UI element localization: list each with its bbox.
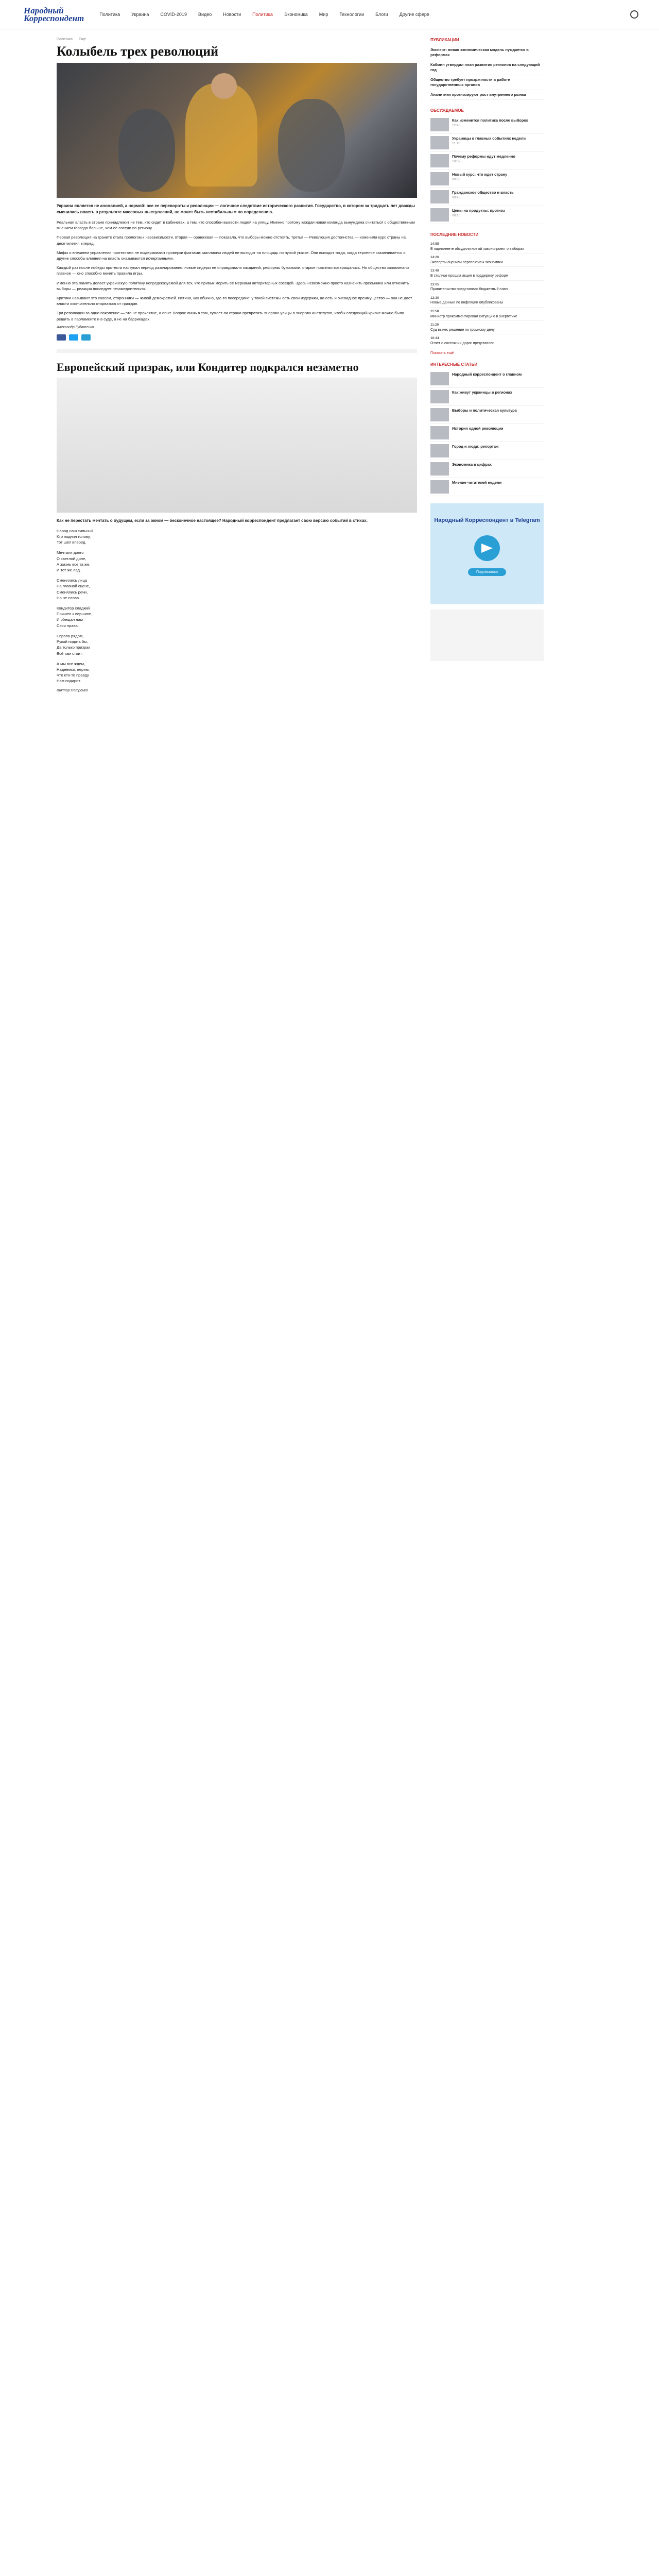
article-author[interactable]: Виктор Петренко [57,688,88,692]
sidebar-item[interactable]: История одной революции [430,424,544,442]
poem [57,528,417,684]
nav-item-active[interactable]: Политика [252,12,273,17]
poem-stanza: А мы все ждем, Надеемся, верим, Что кто-то правду Нам подарит. [57,661,90,684]
main-nav [99,12,630,17]
article-lead: Как не перестать мечтать о будущем, если за окном — бесконечное настоящее? Народный корреспондент предлагает свою версию событий в стихах. [57,518,368,523]
nav-item[interactable]: COVID-2019 [160,12,187,17]
telegram-share-icon[interactable] [81,334,91,341]
thumbnail [430,372,449,385]
sidebar-item[interactable]: Народный корреспондент о главном [430,370,544,388]
news-item[interactable]: 14:20 Эксперты оценили перспективы экономики [430,253,544,267]
article-paragraph: Три революции за одно поколение — это не проклятие, а опыт. Вопрос лишь в том, сумеет ли страна превратить энергию улицы в энергию институтов, чтобы следующий кризис можно было решить в парламенте и в суде, а не на баррикадах. [57,311,404,321]
article-1 [57,38,417,341]
nav-item[interactable]: Украина [131,12,149,17]
article-paragraph: Первая революция на граните стала прологом к независимости, вторая — оранжевая — показала, что выборы можно отстоять, третья — Революция достоинства — изменила курс страны на десятилетия вперед. [57,235,406,246]
news-item[interactable]: 12:30 Новые данные по инфляции опубликованы [430,294,544,308]
thumbnail [430,462,449,476]
thumbnail [430,444,449,457]
thumbnail [430,480,449,494]
nav-item[interactable]: Новости [223,12,241,17]
article-paragraph: Каждый раз после победы протеста наступал период разочарования: новые лидеры не оправдывали ожиданий, реформы буксовали, старые практики возвращались. Но общество запоминало главное — оно способно менять правила игры. [57,265,409,276]
telegram-promo-title: Народный Корреспондент в Telegram [434,517,540,523]
article-2 [57,361,417,692]
sidebar-item[interactable]: Как изменится политика после выборов 12:40 [430,116,544,134]
sidebar-item[interactable]: Новый курс: что ждет страну 09:30 [430,170,544,188]
article-title: Европейский призрак, или Кондитер подкрался незаметно [57,360,359,374]
article-paragraph: Мифы о внешнем управлении протестами не выдерживают проверки фактами: миллионы людей не выходят на площадь по чужой указке. Они выходят тогда, когда терпение заканчивается и другие способы влияния на власть оказываются исчерпанными. [57,250,406,261]
thumbnail [430,408,449,421]
search-icon[interactable] [630,10,638,19]
nav-item[interactable]: Технологии [339,12,365,17]
sidebar-item[interactable]: Гражданское общество и власть 08:45 [430,188,544,206]
thumbnail [430,118,449,131]
news-item[interactable]: 14:55 В парламенте обсудили новый законопроект о выборах [430,240,544,253]
news-item[interactable]: 11:20 Суд вынес решение по громкому делу [430,321,544,334]
news-item[interactable]: 11:58 Министр прокомментировал ситуацию в энергетике [430,308,544,321]
article-hero-image [57,63,417,198]
sidebar-block-title: ПОСЛЕДНИЕ НОВОСТИ [430,232,479,237]
article-title: Колыбель трех революций [57,44,219,59]
main-column [57,29,417,692]
category-tag[interactable]: Политика [57,38,73,41]
thumbnail [430,426,449,439]
news-item[interactable]: 13:05 Правительство представило бюджетный план [430,281,544,294]
thumbnail [430,208,449,222]
sidebar [430,29,544,692]
nav-item[interactable]: Экономика [284,12,308,17]
sidebar-block-title: ПУБЛИКАЦИИ [430,38,459,42]
article-paragraph: Именно эта память делает украинскую политику непредсказуемой для тех, кто привык мерить ее мерками авторитарных соседей. Здесь невозможно просто назначить преемника или отменить выборы — реакция последует незамедлительно. [57,280,409,291]
sidebar-item[interactable]: Украинцы о главных событиях недели 11:15 [430,134,544,152]
news-item[interactable]: 10:44 Отчет о состоянии дорог представлен [430,334,544,348]
sidebar-item[interactable]: Эксперт: новая экономическая модель нуждается в реформах [430,45,544,60]
poem-stanza: Народ наш сильный, Кто поднял голову, Тот шел вперед. [57,528,95,545]
nav-item[interactable]: Мир [319,12,328,17]
thumbnail [430,136,449,149]
sidebar-item[interactable]: Город и люди: репортаж [430,442,544,460]
thumbnail [430,390,449,403]
thumbnail [430,154,449,167]
nav-item[interactable]: Блоги [375,12,388,17]
telegram-subscribe-button[interactable]: Подписаться [468,568,506,576]
article-hero-image [57,378,417,513]
sidebar-item[interactable]: Кабмин утвердил план развития регионов на следующий год [430,60,544,75]
ad-placeholder [430,609,544,661]
sidebar-block-title: ИНТЕРЕСНЫЕ СТАТЬИ [430,362,478,367]
article-paragraph: Критики называют это хаосом, сторонники — живой демократией. Истина, как обычно, где-то посередине: у такой системы есть свои издержки, но есть и очевидное преимущество — она не дает власти окончательно оторваться от граждан. [57,296,412,307]
logo-line2: Корреспондент [24,13,84,23]
thumbnail [430,190,449,204]
news-item[interactable]: 13:48 В столице прошла акция в поддержку реформ [430,267,544,280]
facebook-share-icon[interactable] [57,334,66,341]
logo[interactable] [24,7,84,22]
share-buttons [57,334,417,341]
poem-stanza: Кондитер сладкий Пришел к вершине, И обещал нам Свои права. [57,606,93,628]
article-paragraph: Реальная власть в стране принадлежит не тем, кто сидит в кабинетах, а тем, кто способен вывести людей на улицу. Именно поэтому каждая новая команда вынуждена считаться с общественным мнением гораздо больше, чем ее соседи по региону. [57,220,415,231]
sidebar-item[interactable]: Как живут украинцы в регионах [430,388,544,406]
poem-stanza: Сменялись лица На главной сцене, Сменялись речи, Но не слова. [57,578,90,600]
article-divider [57,349,417,353]
sidebar-block-title: ОБСУЖДАЕМОЕ [430,108,464,113]
telegram-icon [474,535,500,561]
article-meta [57,38,417,41]
twitter-share-icon[interactable] [69,334,78,341]
article-lead: Украина является не аномалией, а нормой: все ее перевороты и революции — логичное следствие исторического развития. Государство, в котором за тридцать лет дважды сменилась власть в результате массовых выступлений, не может быть нестабильным по определению. [57,204,415,214]
top-bar [0,0,659,29]
telegram-promo[interactable] [430,503,544,604]
poem-stanza: Европа рядом, Рукой подать бы, Да только призрак Всё там стоит. [57,633,90,656]
sidebar-item[interactable]: Цены на продукты: прогноз 08:10 [430,206,544,224]
sidebar-item[interactable]: Почему реформы идут медленно 10:02 [430,152,544,170]
thumbnail [430,172,449,185]
poem-stanza: Мечтали долго О светлой доле, А жизнь все та же, И тот же лед. [57,550,91,573]
nav-item[interactable]: Видео [198,12,212,17]
article-author[interactable]: Александр Губатенко [57,325,94,329]
show-more-link[interactable]: Показать ещё [430,351,454,355]
nav-item[interactable]: Другие сфере [399,12,429,17]
sidebar-item[interactable]: Общество требует прозрачности в работе государственных органов [430,75,544,90]
nav-item[interactable]: Политика [99,12,120,17]
more-tag[interactable]: Ещё [78,38,86,41]
sidebar-item[interactable]: Выборы и политическая культура [430,406,544,424]
logo-line1: Народный [24,6,64,15]
sidebar-item[interactable]: Экономика в цифрах [430,460,544,478]
sidebar-item[interactable]: Аналитики прогнозируют рост внутреннего рынка [430,90,544,100]
sidebar-item[interactable]: Мнение читателей недели [430,478,544,496]
